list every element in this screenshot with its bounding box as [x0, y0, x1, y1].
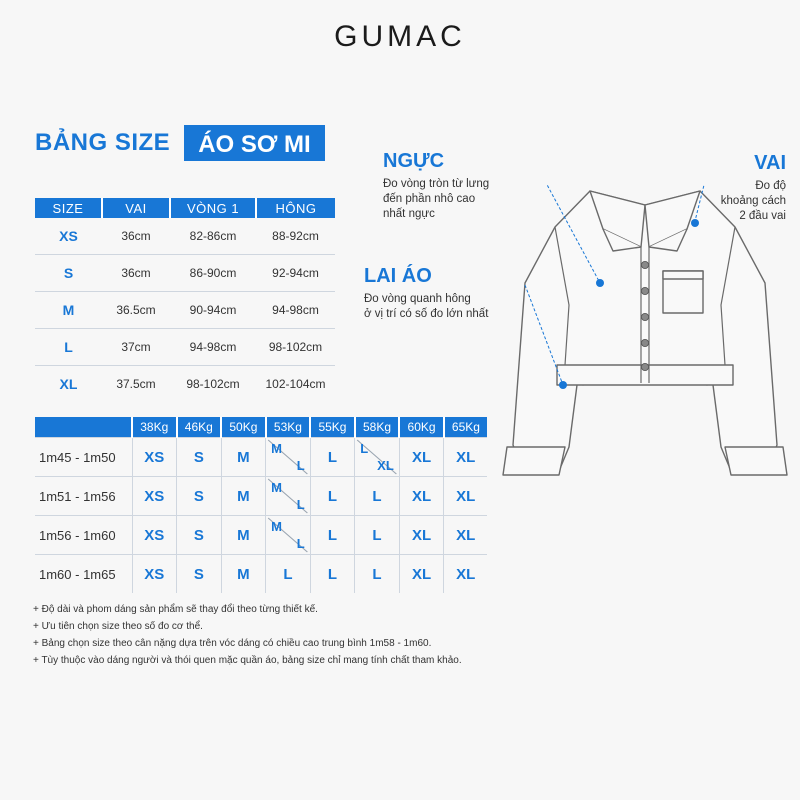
size-cell: XS: [59, 228, 78, 244]
shirt-illustration-icon: [495, 185, 795, 495]
table-row: [35, 516, 487, 555]
size-cell: L: [310, 555, 355, 594]
table-row: [35, 292, 335, 329]
size-header: HÔNG: [256, 198, 335, 218]
size-cell: L: [310, 438, 355, 477]
size-header: VAI: [102, 198, 170, 218]
size-cell: XL: [399, 516, 444, 555]
size-cell: S: [177, 438, 222, 477]
size-cell: XL: [399, 555, 444, 594]
size-cell: M: [221, 555, 266, 594]
split-size-a: M: [271, 480, 282, 495]
height-cell: 1m56 - 1m60: [35, 516, 132, 555]
split-size-b: L: [296, 458, 305, 473]
desc-line: Đo độ: [755, 180, 786, 192]
table-row: [35, 555, 487, 594]
table-row: [35, 329, 335, 366]
split-size-a: L: [360, 441, 369, 456]
label-lai: [364, 265, 488, 322]
weight-header: 55Kg: [310, 417, 355, 438]
size-cell: S: [177, 477, 222, 516]
size-table-header: [35, 198, 335, 218]
size-cell: M: [221, 477, 266, 516]
brand-logo: GUMAC: [334, 20, 466, 53]
size-cell: M: [221, 516, 266, 555]
weight-header: 65Kg: [444, 417, 487, 438]
title-part2: ÁO SƠ MI: [184, 125, 324, 161]
table-cell: 98-102cm: [170, 366, 256, 403]
size-cell: XL: [444, 555, 487, 594]
desc-line: nhất ngực: [383, 208, 435, 220]
table-cell: 102-104cm: [256, 366, 335, 403]
split-size-b: L: [296, 497, 305, 512]
label-vai-desc: [721, 179, 786, 224]
table-cell: 90-94cm: [170, 292, 256, 329]
size-cell: XS: [132, 555, 177, 594]
size-cell: XL: [399, 477, 444, 516]
table-cell: 94-98cm: [170, 329, 256, 366]
size-cell: S: [177, 516, 222, 555]
size-cell: XL: [399, 438, 444, 477]
note-line: + Độ dài và phom dáng sản phẩm sẽ thay đổi theo từng thiết kế.: [33, 604, 318, 615]
fit-table: [35, 417, 487, 593]
note-line: + Ưu tiên chọn size theo số đo cơ thể.: [33, 621, 203, 632]
weight-header: 53Kg: [266, 417, 311, 438]
size-split-cell: [266, 477, 311, 516]
table-cell: 82-86cm: [189, 229, 237, 243]
size-cell: XS: [132, 438, 177, 477]
desc-line: 2 đầu vai: [739, 210, 786, 222]
title-part1: BẢNG SIZE: [35, 129, 171, 156]
height-cell: 1m45 - 1m50: [35, 438, 132, 477]
table-row: [35, 366, 335, 403]
split-size-b: XL: [377, 458, 394, 473]
size-cell: L: [35, 329, 102, 366]
page-title: [35, 125, 325, 161]
table-cell: 92-94cm: [256, 255, 335, 292]
size-split-cell: [266, 438, 311, 477]
size-cell: M: [221, 438, 266, 477]
size-cell: L: [355, 516, 400, 555]
desc-line: khoảng cách: [720, 195, 786, 207]
size-cell: XL: [444, 438, 487, 477]
table-row: [35, 218, 335, 255]
fit-table-header: [35, 417, 487, 438]
table-row: [35, 255, 335, 292]
table-cell: 36cm: [121, 229, 151, 243]
label-vai: [721, 152, 786, 224]
size-split-cell: [266, 516, 311, 555]
size-cell: S: [35, 255, 102, 292]
desc-line: ở vị trí có số đo lớn nhất: [364, 308, 489, 320]
size-cell: XL: [444, 516, 487, 555]
size-cell: L: [355, 477, 400, 516]
size-cell: L: [310, 477, 355, 516]
label-vai-title: VAI: [754, 152, 786, 174]
desc-line: đến phần nhô cao: [383, 193, 476, 205]
size-cell: XS: [132, 516, 177, 555]
weight-header: 38Kg: [132, 417, 177, 438]
size-cell: XL: [35, 366, 102, 403]
table-cell: 37.5cm: [102, 366, 170, 403]
weight-header: 58Kg: [355, 417, 400, 438]
label-lai-desc: [364, 292, 488, 322]
split-size-a: M: [271, 519, 282, 534]
weight-header: 60Kg: [399, 417, 444, 438]
size-header: VÒNG 1: [170, 198, 256, 218]
label-nguc-title: NGỰC: [383, 150, 445, 172]
size-cell: L: [355, 555, 400, 594]
size-table: [35, 198, 335, 402]
size-cell: XS: [132, 477, 177, 516]
size-cell: L: [310, 516, 355, 555]
header-blank: [35, 417, 132, 438]
table-row: [35, 477, 487, 516]
split-size-b: L: [296, 536, 305, 551]
desc-line: Đo vòng quanh hông: [364, 293, 471, 305]
size-cell: M: [35, 292, 102, 329]
label-nguc-desc: [383, 177, 489, 222]
table-cell: 86-90cm: [170, 255, 256, 292]
height-cell: 1m51 - 1m56: [35, 477, 132, 516]
weight-header: 46Kg: [177, 417, 222, 438]
note-line: + Tùy thuộc vào dáng người và thói quen mặc quần áo, bảng size chỉ mang tính chất tham khảo.: [33, 655, 462, 666]
size-header: SIZE: [35, 198, 102, 218]
size-cell: S: [177, 555, 222, 594]
table-cell: 98-102cm: [256, 329, 335, 366]
table-cell: 94-98cm: [256, 292, 335, 329]
label-lai-title: LAI ÁO: [364, 265, 432, 287]
label-nguc: [383, 150, 489, 222]
desc-line: Đo vòng tròn từ lưng: [383, 178, 490, 190]
size-cell: XL: [444, 477, 487, 516]
table-cell: 37cm: [102, 329, 170, 366]
split-size-a: M: [271, 441, 282, 456]
notes: [33, 601, 593, 669]
table-cell: 88-92cm: [272, 229, 319, 243]
height-cell: 1m60 - 1m65: [35, 555, 132, 594]
size-cell: L: [266, 555, 311, 594]
note-line: + Bảng chọn size theo cân nặng dựa trên vóc dáng có chiều cao trung bình 1m58 - 1m60.: [33, 638, 432, 649]
size-split-cell: [355, 438, 400, 477]
table-cell: 36.5cm: [102, 292, 170, 329]
table-cell: 36cm: [102, 255, 170, 292]
table-row: [35, 438, 487, 477]
weight-header: 50Kg: [221, 417, 266, 438]
